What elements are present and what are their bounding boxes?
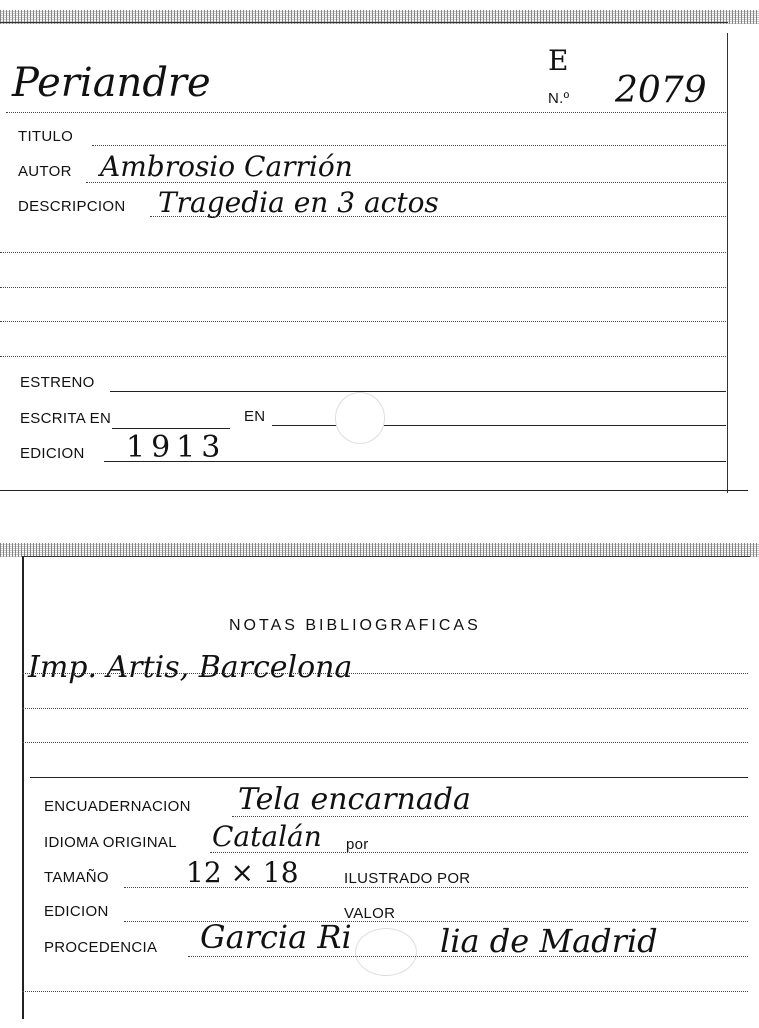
card1-ink-blot [335, 392, 385, 444]
card1-right-edge [727, 33, 728, 493]
edicion1-value: 1913 [126, 430, 227, 465]
encuadernacion-rule [232, 816, 748, 817]
notes-line: Imp. Artis, Barcelona [28, 650, 353, 685]
tamano-label: TAMAÑO [44, 869, 109, 886]
blank-rule-1 [0, 252, 726, 253]
number-value: 2079 [615, 70, 707, 111]
notes-rule-3 [22, 742, 748, 743]
encuadernacion-label: ENCUADERNACION [44, 798, 191, 815]
descripcion-value: Tragedia en 3 actos [158, 186, 439, 219]
estreno-rule [110, 391, 726, 392]
card2-top-edge [0, 543, 759, 557]
descripcion-label: DESCRIPCION [18, 198, 126, 215]
card2-ink-blot [355, 928, 417, 976]
escrita-en-rule [112, 428, 230, 429]
title-rule [6, 112, 726, 113]
card2-bottom-rule [22, 991, 748, 992]
blank-rule-2 [0, 287, 726, 288]
idioma-rule [210, 852, 748, 853]
descripcion-rule [150, 216, 726, 217]
notes-rule-1 [22, 673, 748, 674]
por-label: por [346, 836, 369, 853]
blank-rule-3 [0, 321, 726, 322]
card1-title: Periandre [12, 60, 211, 106]
tamano-rule [124, 887, 748, 888]
procedencia-value-b: lia de Madrid [440, 922, 658, 960]
ilustrado-label: ILUSTRADO POR [344, 870, 471, 887]
blank-rule-4 [0, 356, 726, 357]
notes-rule-2 [22, 708, 748, 709]
en-label: EN [244, 408, 266, 425]
card1-bottom-rule [0, 490, 748, 491]
card1-marker: E [548, 44, 569, 77]
encuadernacion-value: Tela encarnada [238, 782, 471, 817]
valor-label: VALOR [344, 905, 396, 922]
procedencia-label: PROCEDENCIA [44, 939, 158, 956]
estreno-label: ESTRENO [20, 374, 95, 391]
autor-value: Ambrosio Carrión [100, 150, 353, 183]
notes-rule-4 [30, 777, 748, 778]
idioma-value: Catalán [212, 820, 322, 853]
edicion1-rule [104, 461, 726, 462]
procedencia-value-a: Garcia Ri [200, 918, 352, 956]
autor-rule [86, 182, 726, 183]
escrita-en-label: ESCRITA EN [20, 410, 112, 427]
titulo-rule [92, 145, 726, 146]
idioma-label: IDIOMA ORIGINAL [44, 834, 177, 851]
procedencia-rule [188, 956, 748, 957]
tamano-value: 12 × 18 [186, 856, 299, 889]
edicion1-label: EDICION [20, 445, 85, 462]
edicion2-label: EDICION [44, 903, 109, 920]
notas-heading: NOTAS BIBLIOGRAFICAS [229, 617, 481, 634]
titulo-label: TITULO [18, 128, 74, 145]
number-label: N.º [548, 90, 570, 107]
autor-label: AUTOR [18, 163, 72, 180]
